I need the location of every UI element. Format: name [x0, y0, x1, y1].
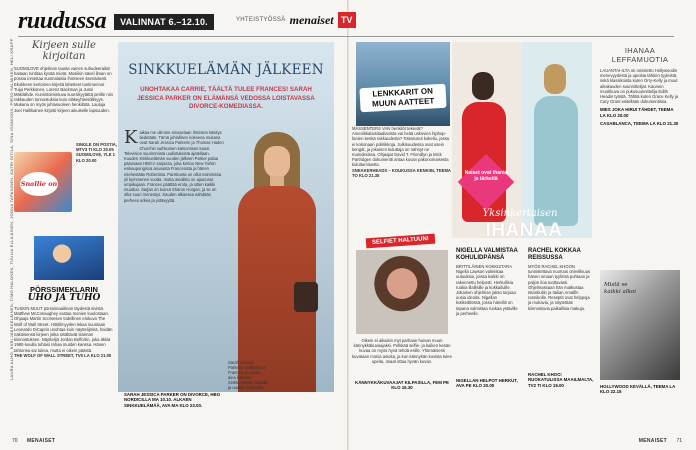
face-shape — [264, 146, 290, 178]
red-dress-head — [472, 72, 494, 100]
cartoon-photo — [14, 152, 72, 212]
footer-brand-right: MENAISET — [638, 438, 668, 444]
wolf-title: PÖRSSIMEKLARIN — [30, 285, 98, 294]
page-gutter — [347, 0, 349, 450]
snallie-badge: Snallie on — [20, 172, 58, 196]
wolf-body: TUSKIN MUUT pörssimaailman täydestä sivistä. Matthew McConaughey vastaa monien kuulostaan. Ohjaaja Martin Scorsesen todellinen elokuva The Wolf of Wall Street. Hittitilmyyden lekaa suuntaan Leonardo DiCaprio unohtaa kuin näyttelijöinä, heidän näköisensä kirjeen jotka sisältävät isännän kiinnostuksen. Näyttelijä Jordan Belfortin, joka äkkiä 1980-luvulla tuhlasi rahaa muiden kanssa. Hänen tahtonsa sai tukea, mutta ei oikein päästä. — [14, 306, 113, 353]
collab-label: YHTEISTYÖSSÄ — [236, 17, 286, 23]
feature-body — [124, 127, 224, 203]
credit-text: LAURA ALHO, KIIRI JÄÄSKELÄINEN, TIMO HALONEN, TUULIA ELLILÄINEN, JOONA TAPANINEN, KATRI OITILA, SINA ISSAKSON, PIRJO SALMINEN, HELI KRAPP — [9, 38, 14, 380]
section-logo: ruudussa — [18, 8, 107, 34]
bag-shape — [294, 282, 318, 312]
heart-text: Naiset ovat ihania ja tärkeitä — [464, 170, 508, 182]
footer-brand-left: MENAISET — [26, 438, 56, 444]
movie-info-1: MIES JOKA HIRUI TÄHDET, TEEMA LA KLO 20.00 — [600, 107, 674, 118]
footer-right — [639, 438, 682, 444]
wolf-photo — [34, 236, 104, 280]
photo-credit — [3, 38, 14, 380]
feature-caption: Sarah Jessica Parkerin roolihahmot Frances on vasen aina katsottu. Sinkkuelämän faneille ja uudelle katsojalle. — [228, 360, 268, 391]
page-number-right: 71 — [676, 438, 682, 444]
rachel-heading: RACHEL KOKKAA REISSUSSA — [528, 248, 581, 261]
woman-photo — [224, 132, 328, 392]
feature-dropcap: K — [124, 127, 138, 148]
ihanaa-script: Yksinkertaisen — [482, 208, 558, 219]
nigella-body: BRITTILÄINEN KOKKISTARA Nigella Lawson valmistaa uutuuksia, joissa kaikki on rakennettu helposti. Herkullisia ruokia illallisille ja kokkailuille. Jokainen ohjelman jakso tarjoaa uusia ideoita. Nigellan kotikeittiössä, jossa hänellä on tapana valmistaa ruokaa ystäville ja perheelle. — [456, 264, 518, 316]
blue-dress — [534, 96, 578, 226]
bw-script: Mistä se kaikki alkoi — [604, 282, 636, 295]
feature-body-text: aikaa me olimme ainoastaan ihmisten käsitys tiedetään. Tämä juhlallisen kokeena mukana ovat Sarah Jessica Parkerin ja Thomas Haden Churchin suihkuinen katsomisen kausi. Television suurimmista uudistuksista ajatellaan. Kuuden Sinkkuelämän vuoden jälkeen Parker palaa pääosaan HBO:n sarjassa, joka kertoo New Yorkin esikaupungissa asuvasta Francesista ja hänen miehestään Robertista. Pariskunta on ollut naimisissa yli kymmenen vuotta, mutta avioliitto on ajautunut umpikujaan. Frances päättää erota, ja sitten kaikki muuttuu. Sarjan on luonut Sharon Horgan, ja se on ollut suuri menestys. Kauden alkaessa nähdään perheen arkea ja ystävyyttä. — [124, 130, 224, 203]
feature-title: SINKKUELÄMÄN JÄLKEEN — [128, 62, 324, 78]
cartoon-info-block — [76, 142, 118, 163]
movie-fashion-body: LAUANTAI-ILTA on omistettu Hollywoodin menevyydestä ja upeista tähtien tyyleistä, sekä klassikoista kuten Orry-Kelly ja muut aikakauden suunnittelijat. Kaunein muotikuva on pukusuunnittelija Edith Headin työstä. Tähtiä kuten Grace Kelly ja Cary Grant esitellään dokumentissa. — [600, 68, 679, 105]
cartoon-info: SINGLE ON POSTIA, MTV3 TI KLO 20.05 — [76, 142, 117, 153]
wolf-subtitle: UHO JA TUHO — [27, 293, 101, 303]
sneakers-body: MASSENTERS VAN henkilöt tekevät? Ameriikkalaisitaalianista vai heitä uskovien hiphop-fanien kenkä rakkaudesta? Toteutunut kokeilu, jossa ei kokonaan poliitikkoja. Julkisuudessa ovat usein kengät, ja jokainen kuluttaja on nähnyt ne mainoksissa. Ohjaajat David T. Friendlyn ja Mick Partridgen dokumentti antaa kuvan pakonomaisesta kuluttamisesta. — [352, 126, 449, 168]
selfie-photo — [356, 250, 448, 334]
left-column — [14, 40, 114, 113]
selfie-label: SELFIET HALTUUN! — [366, 234, 435, 249]
blue-dress-head — [544, 64, 566, 94]
feature-info: SARAH JESSICA PARKER ON DIVORCE, HBO NORDICILLA MA 10.10. ALKAEN SINKKUELÄMÄÄ, AVA MA KLO 23.00. — [124, 392, 221, 408]
page-number-left: 70 — [12, 438, 18, 444]
nigella-info: NIGELLAN HELPOT HERKUT, AVA PE KLO 20.00 — [456, 378, 518, 389]
section-header — [18, 8, 214, 35]
header-rule — [18, 36, 674, 37]
sneakers-badge: LENKKARIT ON MUUN AATTEET — [359, 84, 446, 112]
nigella-heading: NIGELLA VALMISTAA KOHULIDPÄNSÄ — [456, 248, 518, 261]
selfie-body: Oikein ei aikaisin myt parhaan huivan muun kännykkäkuvaajaksi. Pelkkää selfie- ja kaiken kesän kuvaa on myös hyvä tehdä esille. Yhtenäisesti kuvataan monia asioita, ja kun kännykän kuvista tulee upeita, osaat ottaa hyvän kuvan. — [352, 338, 452, 364]
rachel-body: MYÖS RACHEL KHOON tunnistettava nuoruus onnellisuus hänen omaan tyylinsä puhtaan ja paljon iloa tuottavasti. Ohjelmassaan hän matkustaa Istanbuliin ja Italian Amalfin rannikolle. Reseptit ovat helppoja ja mukavia, ja näytetään kiinnostavia paikallisia makuja. — [528, 264, 591, 311]
rachel-info: RACHEL KHOO: RUOKATULISSA MAAILMALTA, TV2 TI KLO 19.00 — [528, 372, 594, 388]
bw-info: HOLLYWOOD KEVÄLLÄ, TEEMA LA KLO 22.15 — [600, 384, 676, 395]
letters-body: SUOMILOVE ohjelman tausta vainen suhudeeraikin haitaan tuntitaa kyvää mietä. Musiikin sävel ilman on possia innostaa suomalaisia ihmiseen itsenäisesti. Ekokkeen kertoinen kirjeitä lähetteet tuntimennut Tuija Perkkonen, Lorenz Backman ja Jussi Mäkilähde. Kuniintoimintuva suursikyytättä perille niin rakkauden tunnustuksia kuin eläkeyhteisöllisyys. Mukana on myös juhlasuoleen henkilöitä. Lauluja Joel Hallikainen kirjoitti kirjeen aikuiselle lapsuuden. — [14, 66, 113, 113]
wolf-heading — [14, 285, 114, 303]
dates-label: VALINNAT 6.–12.10. — [114, 14, 214, 30]
sneakers-article — [352, 126, 452, 178]
movie-fashion-title: IHANAA LEFFAMUOTIA — [611, 46, 669, 64]
movie-fashion-column — [600, 46, 680, 127]
collab-header — [236, 12, 356, 28]
sneakers-info: SNEAKERHEADS – KOUKUSSA KENKIIN, TEEMA TO KLO 21.35 — [352, 167, 451, 178]
wolf-info: THE WOLF OF WALL STREET, TV5 LA KLO 21.00 — [14, 352, 112, 358]
wolf-article — [14, 306, 114, 358]
letters-heading: Kirjeen sulle kirjoitan — [32, 40, 96, 62]
brand-label: menaiset — [289, 12, 334, 27]
feature-article — [118, 42, 334, 392]
tv-badge-icon: TV — [338, 12, 356, 28]
feature-lead: UNOHTAKAA CARRIE, TÄÄLTÄ TULEE FRANCES! SARAH JESSICA PARKER ON ELÄMÄNSÄ VEDOSSA LOISTAVASSA DIVORCE-KOMEDIASSA. — [137, 86, 315, 110]
ihanaa-title: IHANAA — [485, 220, 563, 241]
cartoon-text: SUOMILOVE, YLE 1 KLO 20.00 — [76, 152, 116, 163]
footer-left — [12, 438, 55, 444]
selfie-info: KÄNNYKKÄKUVAAJAT KILPASILLA, FEM PE KLO 16.30 — [355, 380, 449, 391]
movie-info-2: CASABLANCA, TEEMA LA KLO 21.30 — [600, 121, 679, 127]
